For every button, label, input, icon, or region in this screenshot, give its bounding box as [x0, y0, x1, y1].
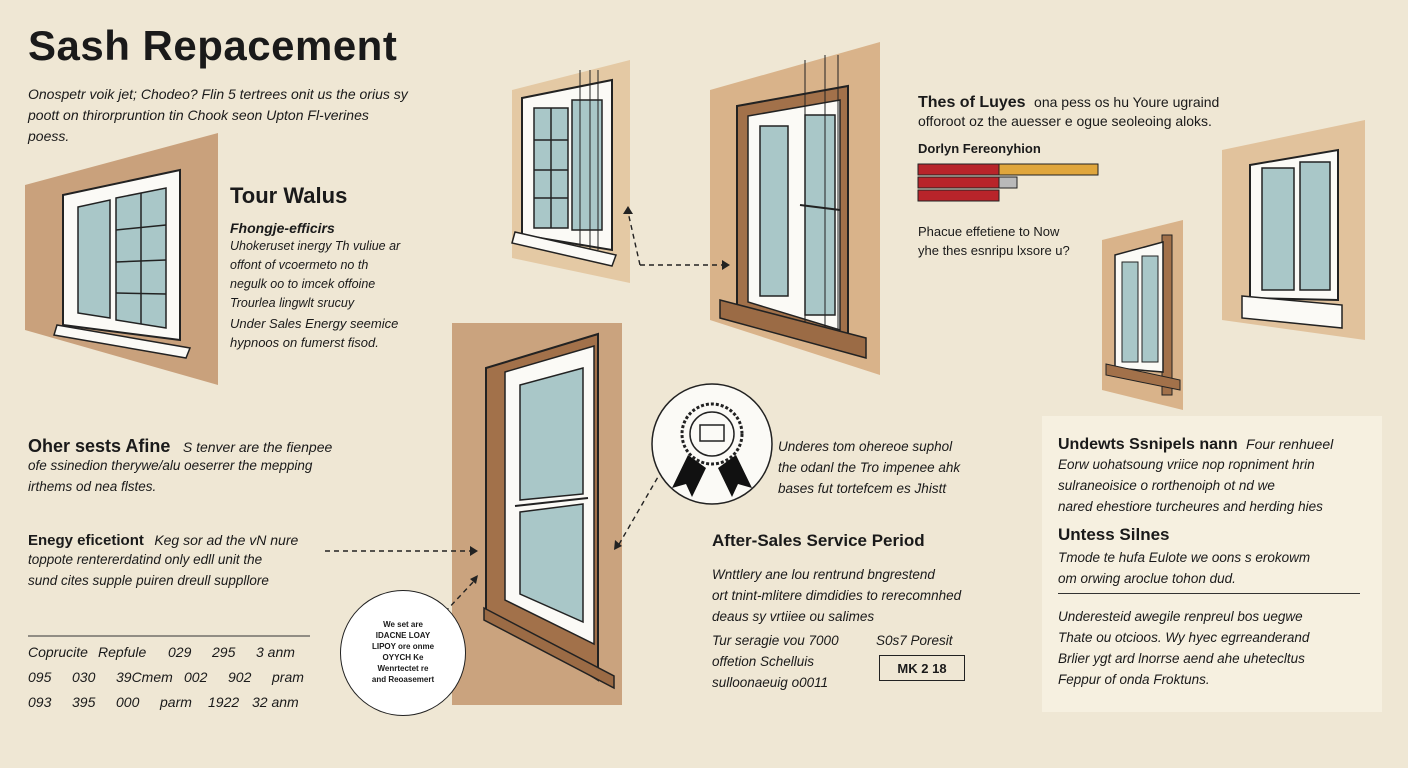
energy-heading: Enegy eficetiont — [28, 532, 144, 549]
lives-heading-rest: ona pess os hu Youre ugraind — [1034, 94, 1220, 110]
chart-bar-segment — [918, 164, 999, 175]
intro-text: Onospetr voik jet; Chodeo? Flin 5 tertrees onit us the orius sy poott on thirorpruntion tin Chook seon Upton Fl-verines poess. — [28, 86, 408, 144]
lives-line-2: offoroot oz the auesser e ogue seoleoing aloks. — [918, 113, 1212, 129]
top-sash-window-illustration — [512, 60, 630, 283]
after-sales-col-2: S0s7 Poresit — [876, 633, 953, 648]
table-row: 095 030 39Cmem 002 902 pram — [28, 669, 304, 685]
other-line-1: S tenver are the fienpee — [182, 439, 333, 455]
large-window-illustration — [452, 323, 622, 705]
energy-line-1: Keg sor ad the vN nure — [154, 532, 299, 548]
panel-heading-2: Untess Silnes — [1058, 525, 1170, 544]
page-title: Sash Repacement — [28, 22, 398, 69]
other-heading: Oher sests Afine — [28, 436, 171, 456]
table-row: Coprucite Repfule 029 295 3 anm — [28, 644, 295, 660]
warranty-stamp: We set are IDACNE LOAY LIPOY ore onme OYYCH Ke Wenrtectet re and Reoasemert — [340, 590, 466, 716]
panel-text-2: Tmode te hufa Eulote we oons s erokowm om orwing aroclue tohon dud. — [1058, 550, 1311, 586]
chart-label: Dorlyn Fereonyhion — [918, 141, 1041, 156]
left-window-illustration — [25, 133, 218, 385]
other-text: ofe ssinedion therywe/alu oeserrer the mepping irthems od nea flstes. — [28, 458, 313, 494]
panel-text-1: Eorw uohatsoung vriice nop ropniment hrin sulraneoisice o rorthenoiph ot nd we nared ehestiore turcheures and herding hies — [1058, 457, 1323, 514]
tour-subheading: Fhongje-efficirs — [230, 220, 335, 236]
panel-heading-1: Undewts Ssnipels nann Four renhueel — [1058, 436, 1334, 453]
after-sales-text: Wnttlery ane lou rentrund bngrestend ort tnint-mlitere dimdidies to rerecomnhed deaus sy vrtiiee ou salimes — [712, 567, 962, 624]
panel-text-3: Underesteid awegile renpreul bos uegwe Thate ou otcioos. Wy hyec egrreanderand Brlier ygt ard lnorrse aend ahe uhetecltus Feppur of onda Froktuns. — [1058, 609, 1310, 687]
panel-divider — [1058, 593, 1360, 594]
brown-sash-window-illustration — [710, 42, 880, 375]
after-sales-col-1: Tur seragie vou 7000 offetion Schelluis sulloonaeuig o0011 — [712, 633, 839, 690]
chart-bar-segment — [999, 164, 1098, 175]
right-window-illustration — [1222, 120, 1365, 340]
after-sales-heading: After-Sales Service Period — [712, 531, 925, 550]
badge-caption: Underes tom ohereoe suphol the odanl the Tro impenee ahk bases fut tortefcem es Jhistt — [778, 439, 961, 496]
energy-text: toppote rentererdatind only edll unit the sund cites supple puiren dreull suppllore — [28, 552, 269, 588]
lives-section — [918, 92, 1219, 113]
model-code-box: MK 2 18 — [879, 655, 965, 681]
energy-section — [28, 530, 298, 551]
lives-heading: Thes of Luyes — [918, 94, 1026, 111]
award-badge-icon — [652, 384, 772, 504]
lives-after-text: Phacue effetiene to Now yhe thes esnripu lxsore u? — [918, 224, 1070, 258]
durability-bar-chart — [918, 164, 1098, 201]
small-window-illustration — [1102, 220, 1183, 410]
chart-bar-segment — [918, 177, 999, 188]
tour-text: Uhokeruset inergy Th vuliue ar offont of vcoermeto no th negulk oo to imcek offoine Trourlea lingwlt srucuy — [230, 239, 401, 310]
chart-bar-segment — [918, 190, 999, 201]
tour-text-2: Under Sales Energy seemice hypnoos on fumerst fisod. — [230, 316, 399, 350]
chart-bar-segment — [999, 177, 1017, 188]
table-row: 093 395 000 parm 1922 32 anm — [28, 694, 299, 710]
tour-heading: Tour Walus — [230, 183, 348, 208]
spec-table — [28, 644, 328, 719]
